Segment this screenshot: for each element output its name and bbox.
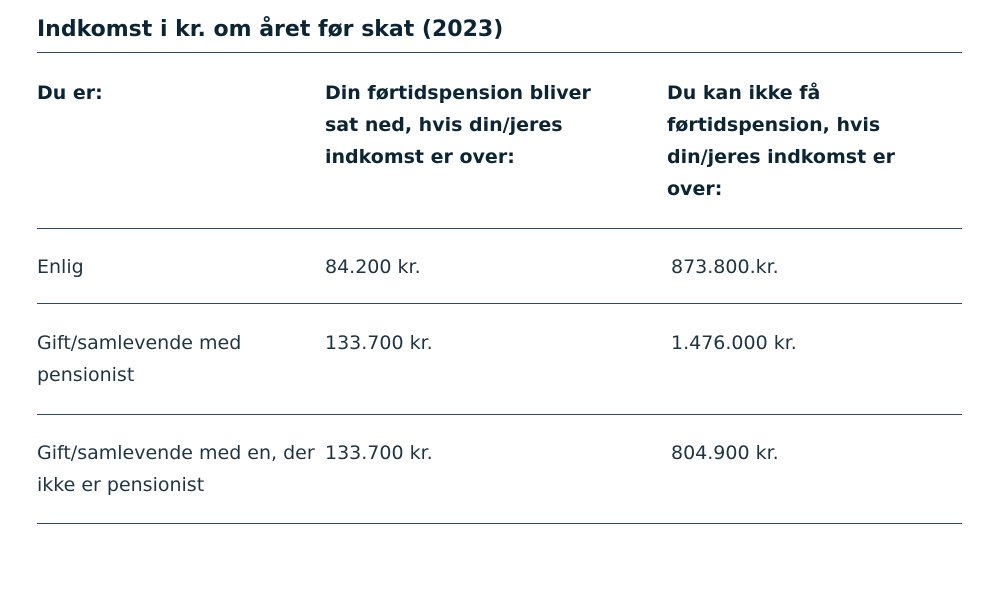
header-reduced-above: Din førtidspension bliver sat ned, hvis din/jeres indkomst er over: (325, 53, 667, 229)
cell-none-above: 804.900 kr. (667, 415, 962, 524)
header-none-above: Du kan ikke få førtidspension, hvis din/jeres indkomst er over: (667, 53, 962, 229)
header-status: Du er: (37, 53, 325, 229)
income-table-section (37, 0, 962, 524)
table-header-row (37, 53, 962, 229)
cell-none-above: 873.800.kr. (667, 229, 962, 304)
table-row (37, 304, 962, 415)
cell-status: Enlig (37, 229, 325, 304)
cell-reduced-above: 133.700 kr. (325, 304, 667, 415)
cell-status: Gift/samlevende med pensionist (37, 304, 325, 415)
cell-none-above: 1.476.000 kr. (667, 304, 962, 415)
table-row (37, 229, 962, 304)
cell-status: Gift/samlevende med en, der ikke er pensionist (37, 415, 325, 524)
income-table (37, 53, 962, 524)
cell-reduced-above: 84.200 kr. (325, 229, 667, 304)
cell-reduced-above: 133.700 kr. (325, 415, 667, 524)
table-row (37, 415, 962, 524)
table-title: Indkomst i kr. om året før skat (2023) (37, 0, 962, 53)
